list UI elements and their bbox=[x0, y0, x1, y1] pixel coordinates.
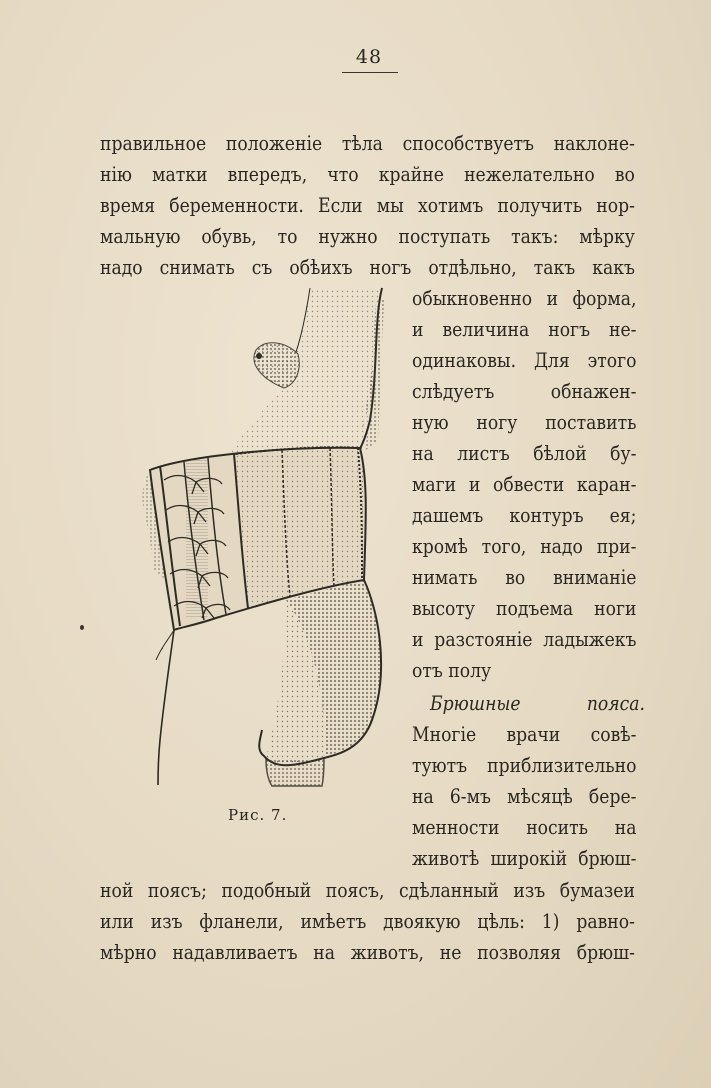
text-line: правильное положенiе тѣла способствуетъ наклоне- bbox=[100, 131, 635, 155]
text-line: ную ногу поставить bbox=[412, 410, 637, 434]
ink-speck bbox=[80, 625, 84, 630]
text-line: нiю матки впередъ, что крайне нежелательно во bbox=[100, 162, 635, 186]
text-line: слѣдуетъ обнажен- bbox=[412, 379, 637, 403]
text-line: или изъ фланели, имѣетъ двоякую цѣль: 1) равно- bbox=[100, 909, 635, 933]
text-line: на 6-мъ мѣсяцѣ бере- bbox=[412, 784, 637, 808]
text-line: животѣ широкiй брюш- bbox=[412, 846, 637, 870]
text-line: и величина ногъ не- bbox=[412, 317, 637, 341]
text-line: и разстоянiе ладыжекъ bbox=[412, 627, 637, 651]
text-line: туютъ приблизительно bbox=[412, 753, 637, 777]
text-line: высоту подъема ноги bbox=[412, 596, 637, 620]
section-heading: Брюшные пояса. bbox=[430, 691, 645, 715]
text-line-last: отъ полу bbox=[412, 658, 492, 682]
text-line: одинаковы. Для этого bbox=[412, 348, 637, 372]
text-line: менности носить на bbox=[412, 815, 637, 839]
text-line: время беременности. Если мы хотимъ получить нор- bbox=[100, 193, 635, 217]
corset-illustration bbox=[126, 280, 388, 790]
text-line: на листъ бѣлой бу- bbox=[412, 441, 637, 465]
text-line: обыкновенно и форма, bbox=[412, 286, 637, 310]
text-line: кромѣ того, надо при- bbox=[412, 534, 637, 558]
text-line: мальную обувь, то нужно поступать такъ: мѣрку bbox=[100, 224, 635, 248]
text-line: надо снимать съ обѣихъ ногъ отдѣльно, такъ какъ bbox=[100, 255, 635, 279]
figure-caption: Рис. 7. bbox=[228, 806, 288, 824]
text-line: ной поясъ; подобный поясъ, сдѣланный изъ бумазеи bbox=[100, 878, 635, 902]
text-line: дашемъ контуръ ея; bbox=[412, 503, 637, 527]
text-line: нимать во вниманiе bbox=[412, 565, 637, 589]
text-line: маги и обвести каран- bbox=[412, 472, 637, 496]
page-number: 48 bbox=[355, 46, 383, 68]
page-number-rule bbox=[342, 72, 398, 73]
text-line: мѣрно надавливаетъ на животъ, не позволяя брюш- bbox=[100, 940, 635, 964]
text-line: Многiе врачи совѣ- bbox=[412, 722, 637, 746]
